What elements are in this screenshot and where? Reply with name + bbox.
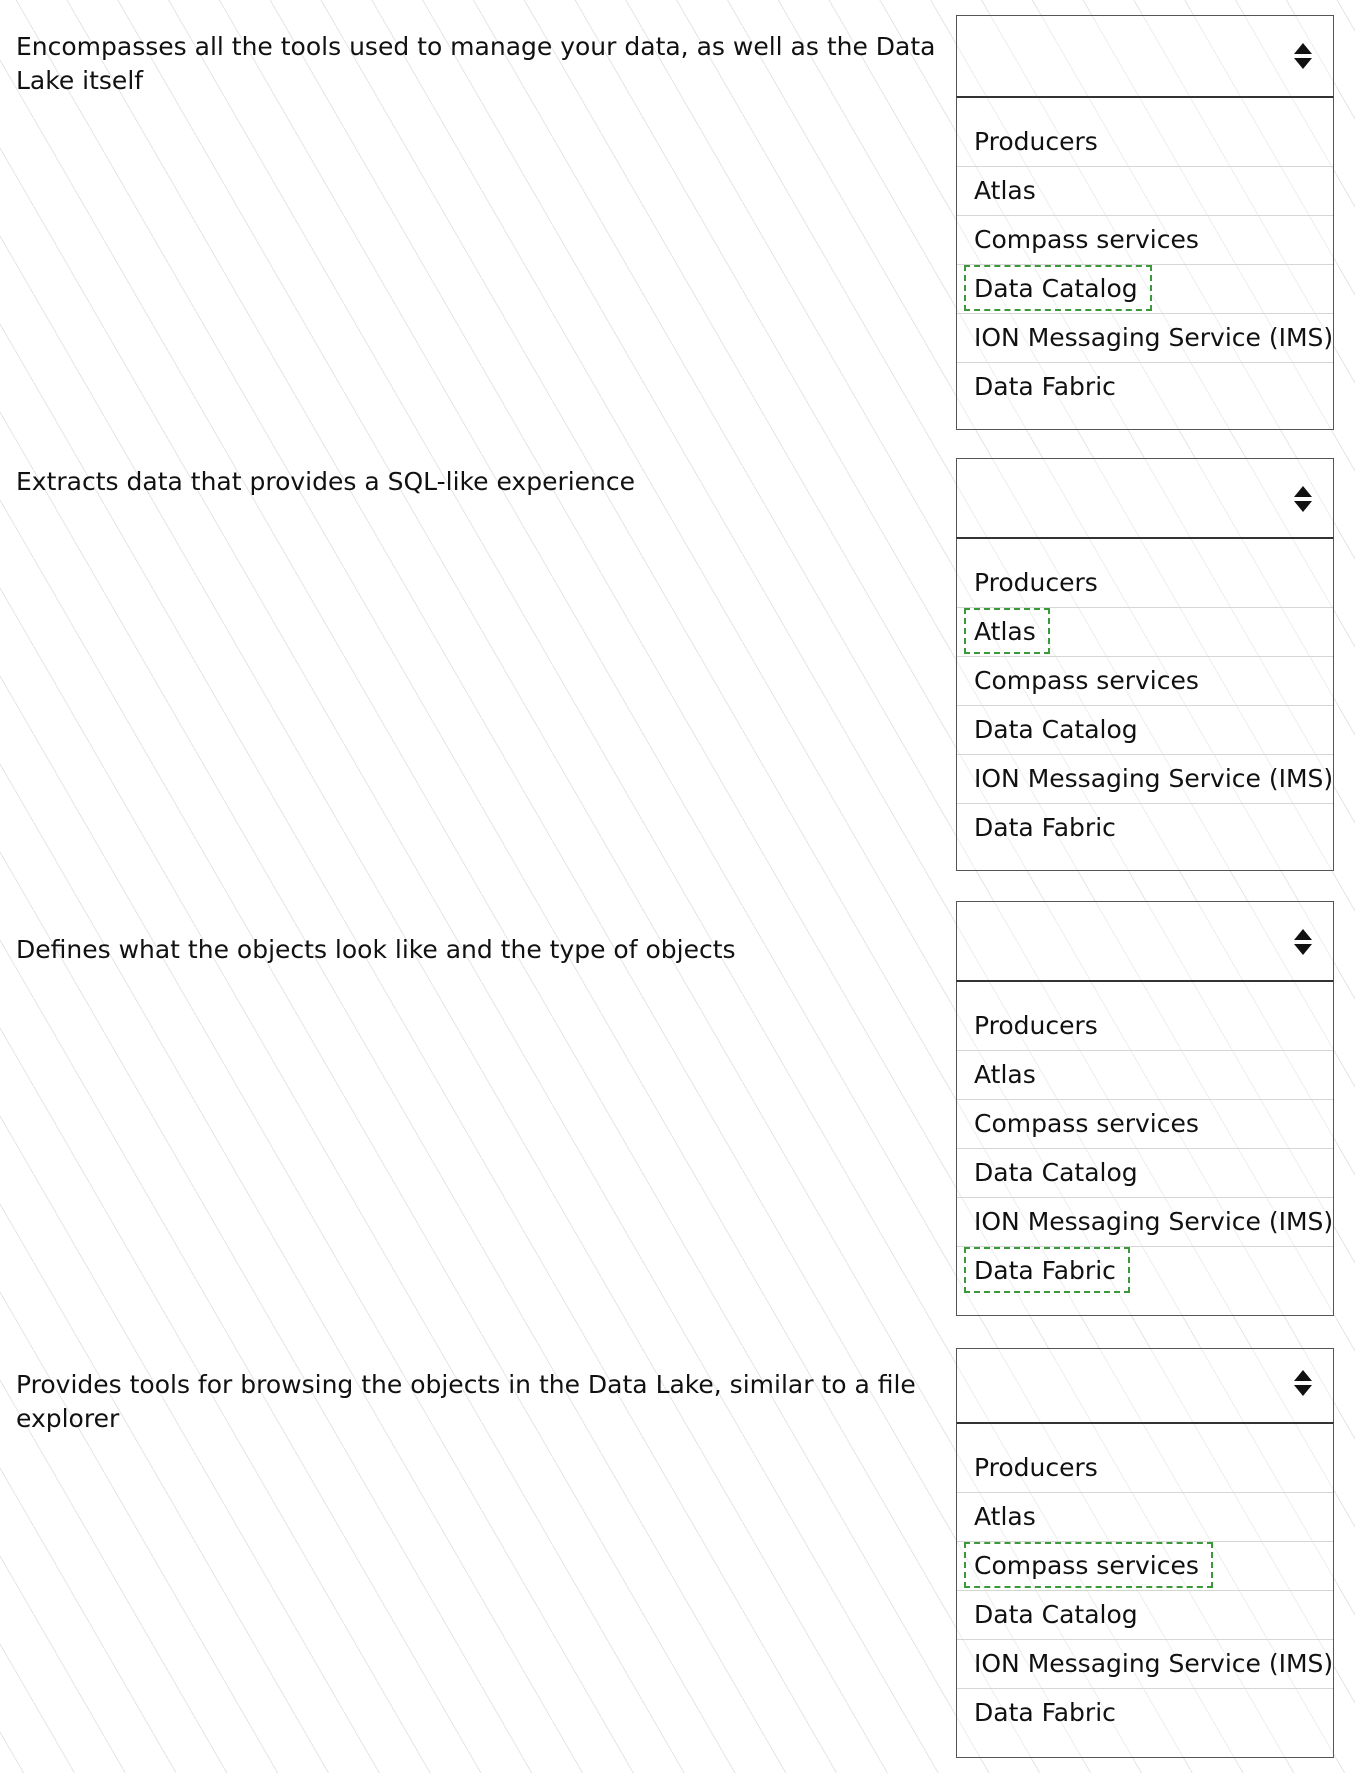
option-compass-services[interactable]: Compass services <box>957 1542 1333 1591</box>
option-data-fabric[interactable]: Data Fabric <box>974 813 1116 842</box>
option-data-fabric[interactable]: Data Fabric <box>974 372 1116 401</box>
option-producers[interactable]: Producers <box>957 1444 1333 1493</box>
answer-select-2[interactable] <box>956 458 1334 538</box>
answer-select-1[interactable] <box>956 15 1334 97</box>
up-down-arrows-icon <box>1293 485 1313 513</box>
up-down-arrows-icon <box>1293 42 1313 70</box>
option-producers[interactable]: Producers <box>957 559 1333 608</box>
option-producers[interactable]: Producers <box>957 1002 1333 1051</box>
answer-select-3[interactable] <box>956 901 1334 981</box>
option-ion-messaging-service[interactable]: ION Messaging Service (IMS) <box>957 314 1333 363</box>
option-data-catalog[interactable]: Data Catalog <box>957 706 1333 755</box>
option-compass-services[interactable]: Compass services <box>957 657 1333 706</box>
option-ion-messaging-service[interactable]: ION Messaging Service (IMS) <box>957 755 1333 804</box>
question-4-text: Provides tools for browsing the objects in the Data Lake, similar to a file explorer <box>16 1370 916 1433</box>
option-compass-services[interactable]: Compass services <box>957 216 1333 265</box>
option-data-fabric[interactable]: Data Fabric <box>957 1247 1333 1295</box>
option-atlas[interactable]: Atlas <box>957 167 1333 216</box>
option-data-catalog[interactable]: Data Catalog <box>957 1149 1333 1198</box>
option-atlas[interactable]: Atlas <box>957 608 1333 657</box>
option-data-catalog[interactable]: Data Catalog <box>957 265 1333 314</box>
answer-select-4[interactable] <box>956 1348 1334 1423</box>
option-atlas[interactable]: Atlas <box>957 1051 1333 1100</box>
option-producers[interactable]: Producers <box>957 118 1333 167</box>
option-ion-messaging-service[interactable]: ION Messaging Service (IMS) <box>957 1198 1333 1247</box>
question-2-text: Extracts data that provides a SQL-like experience <box>16 467 636 496</box>
options-list-2 <box>956 537 1334 871</box>
option-data-catalog[interactable]: Data Catalog <box>957 1591 1333 1640</box>
question-3-text: Defines what the objects look like and the type of objects <box>16 935 736 964</box>
up-down-arrows-icon <box>1293 1369 1313 1397</box>
question-1-text: Encompasses all the tools used to manage your data, as well as the Data Lake itself <box>16 32 936 95</box>
options-list-3 <box>956 980 1334 1316</box>
options-list-4 <box>956 1422 1334 1758</box>
option-atlas[interactable]: Atlas <box>957 1493 1333 1542</box>
options-list-1 <box>956 96 1334 430</box>
option-compass-services[interactable]: Compass services <box>957 1100 1333 1149</box>
option-data-fabric[interactable]: Data Fabric <box>974 1698 1116 1727</box>
up-down-arrows-icon <box>1293 928 1313 956</box>
option-ion-messaging-service[interactable]: ION Messaging Service (IMS) <box>957 1640 1333 1689</box>
